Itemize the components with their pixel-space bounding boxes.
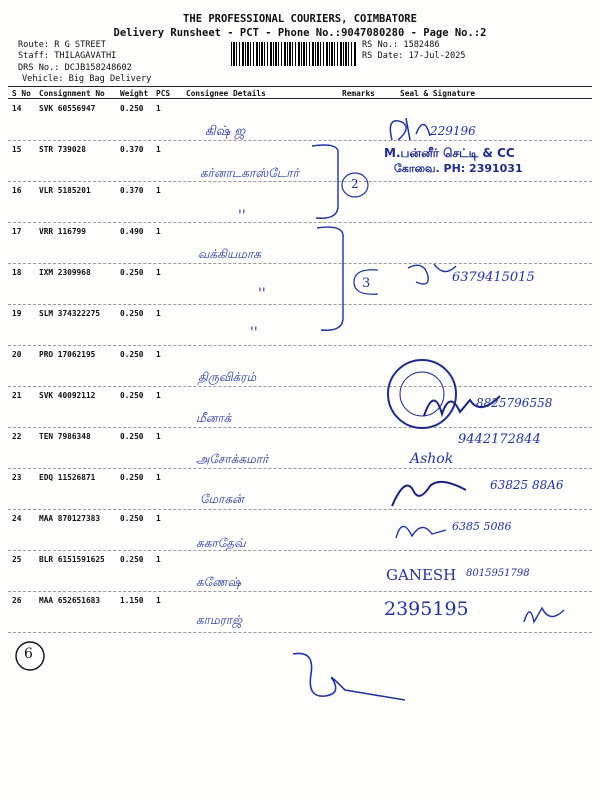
cell-weight: 0.490	[120, 227, 144, 236]
cell-consignment: SVK 40092112	[39, 391, 96, 400]
cell-consignment: MAA 652651683	[39, 596, 101, 605]
cell-pcs: 1	[156, 391, 161, 400]
col-seal-signature: Seal & Signature	[400, 89, 476, 98]
rs-number: RS No.: 1582486	[362, 40, 440, 50]
signature-number: 229196	[430, 124, 476, 138]
cell-consignment: EDQ 11526871	[39, 473, 96, 482]
handwritten-consignee: அசோக்கமார்	[196, 452, 269, 466]
cell-weight: 0.250	[120, 350, 144, 359]
cell-sno: 23	[12, 473, 22, 482]
cell-weight: 0.250	[120, 104, 144, 113]
table-row	[8, 345, 592, 387]
col-consignee: Consignee Details	[186, 89, 266, 98]
cell-sno: 16	[12, 186, 22, 195]
signature-scribble	[520, 602, 570, 628]
company-title: THE PROFESSIONAL COURIERS, COIMBATORE	[183, 13, 417, 25]
cell-consignment: SLM 374322275	[39, 309, 101, 318]
cell-pcs: 1	[156, 432, 161, 441]
cell-sno: 18	[12, 268, 22, 277]
cell-pcs: 1	[156, 227, 161, 236]
table-row	[8, 591, 592, 633]
runsheet-subtitle: Delivery Runsheet - PCT - Phone No.:9047080280 - Page No.:2	[113, 27, 487, 39]
col-consignment: Consignment No	[39, 89, 105, 98]
cell-consignment: PRO 17062195	[39, 350, 96, 359]
cell-sno: 24	[12, 514, 22, 523]
cell-pcs: 1	[156, 268, 161, 277]
cell-sno: 25	[12, 555, 22, 564]
handwritten-consignee: கணேஷ்	[196, 575, 241, 589]
route-label: Route: R G STREET	[18, 40, 106, 50]
cell-weight: 0.250	[120, 432, 144, 441]
handwritten-phone: 6385 5086	[452, 520, 512, 533]
cell-weight: 0.250	[120, 473, 144, 482]
cell-weight: 0.370	[120, 186, 144, 195]
col-weight: Weight	[120, 89, 149, 98]
cell-pcs: 1	[156, 350, 161, 359]
cell-pcs: 1	[156, 596, 161, 605]
handwritten-consignee: கர்னாடகாஸ்டோர்	[200, 166, 299, 180]
cell-sno: 21	[12, 391, 22, 400]
handwritten-consignee: திருவிக்ரம்	[198, 370, 257, 384]
rs-date: RS Date: 17-Jul-2025	[362, 51, 466, 61]
cell-sno: 22	[12, 432, 22, 441]
handwritten-phone: 6379415015	[452, 270, 535, 285]
col-pcs: PCS	[156, 89, 171, 98]
cell-pcs: 1	[156, 309, 161, 318]
col-sno: S No	[12, 89, 31, 98]
handwritten-consignee: மோகன்	[200, 492, 244, 506]
table-row	[8, 304, 592, 346]
cell-pcs: 1	[156, 514, 161, 523]
table-top-rule	[8, 86, 592, 87]
cell-weight: 0.250	[120, 268, 144, 277]
cell-consignment: IXM 2309968	[39, 268, 91, 277]
ditto-mark: ''	[250, 325, 258, 341]
cell-sno: 14	[12, 104, 22, 113]
cell-weight: 1.150	[120, 596, 144, 605]
drs-number: DRS No.: DCJB158248602	[18, 63, 132, 73]
cell-sno: 19	[12, 309, 22, 318]
handwritten-name: GANESH	[386, 566, 457, 584]
cell-weight: 0.250	[120, 555, 144, 564]
handwritten-phone: 8015951798	[466, 568, 530, 579]
handwritten-consignee: வக்கியமாக	[198, 247, 261, 261]
handwritten-phone: 8825796558	[476, 396, 553, 410]
cell-consignment: VRR 116799	[39, 227, 86, 236]
cell-sno: 15	[12, 145, 22, 154]
cell-weight: 0.250	[120, 309, 144, 318]
group-number-3: 3	[362, 276, 371, 291]
bracket-group-3	[315, 224, 355, 334]
cell-weight: 0.250	[120, 514, 144, 523]
cell-sno: 17	[12, 227, 22, 236]
handwritten-consignee: மீனாக்	[196, 411, 232, 425]
cell-consignment: BLR 6151591625	[39, 555, 105, 564]
circled-number: 6	[24, 646, 33, 662]
handwritten-number: 2395195	[384, 598, 469, 620]
shop-stamp-name: M.பன்னீர் செட்டி & CC	[384, 146, 515, 160]
group-number-2: 2	[351, 177, 359, 191]
table-row	[8, 222, 592, 264]
col-remarks: Remarks	[342, 89, 375, 98]
cell-pcs: 1	[156, 186, 161, 195]
cell-sno: 26	[12, 596, 22, 605]
ditto-mark: ''	[238, 208, 246, 224]
signature-scribble	[386, 472, 486, 512]
cell-pcs: 1	[156, 473, 161, 482]
cell-pcs: 1	[156, 145, 161, 154]
barcode-image	[231, 42, 357, 66]
handwritten-name: Ashok	[410, 451, 454, 467]
handwritten-phone: 9442172844	[458, 432, 541, 447]
cell-weight: 0.250	[120, 391, 144, 400]
signature-scribble	[392, 514, 452, 544]
vehicle-label: Vehicle: Big Bag Delivery	[22, 74, 152, 84]
supervisor-signature	[285, 650, 415, 710]
table-row	[8, 99, 592, 141]
staff-label: Staff: THILAGAVATHI	[18, 51, 117, 61]
handwritten-consignee: சுகாதேவ்	[196, 536, 246, 550]
cell-weight: 0.370	[120, 145, 144, 154]
shop-stamp-phone: கோவை. PH: 2391031	[394, 162, 523, 175]
cell-consignment: SVK 60556947	[39, 104, 96, 113]
table-row	[8, 181, 592, 223]
cell-consignment: VLR 5185201	[39, 186, 91, 195]
cell-sno: 20	[12, 350, 22, 359]
cell-pcs: 1	[156, 555, 161, 564]
cell-consignment: TEN 7986348	[39, 432, 91, 441]
handwritten-phone: 63825 88A6	[490, 478, 564, 492]
cell-pcs: 1	[156, 104, 161, 113]
handwritten-consignee: காமராஜ்	[196, 613, 243, 627]
handwritten-consignee: கிஷ் ஜ	[205, 124, 246, 139]
ditto-mark: ''	[258, 286, 266, 302]
cell-consignment: STR 739028	[39, 145, 86, 154]
cell-consignment: MAA 870127383	[39, 514, 101, 523]
